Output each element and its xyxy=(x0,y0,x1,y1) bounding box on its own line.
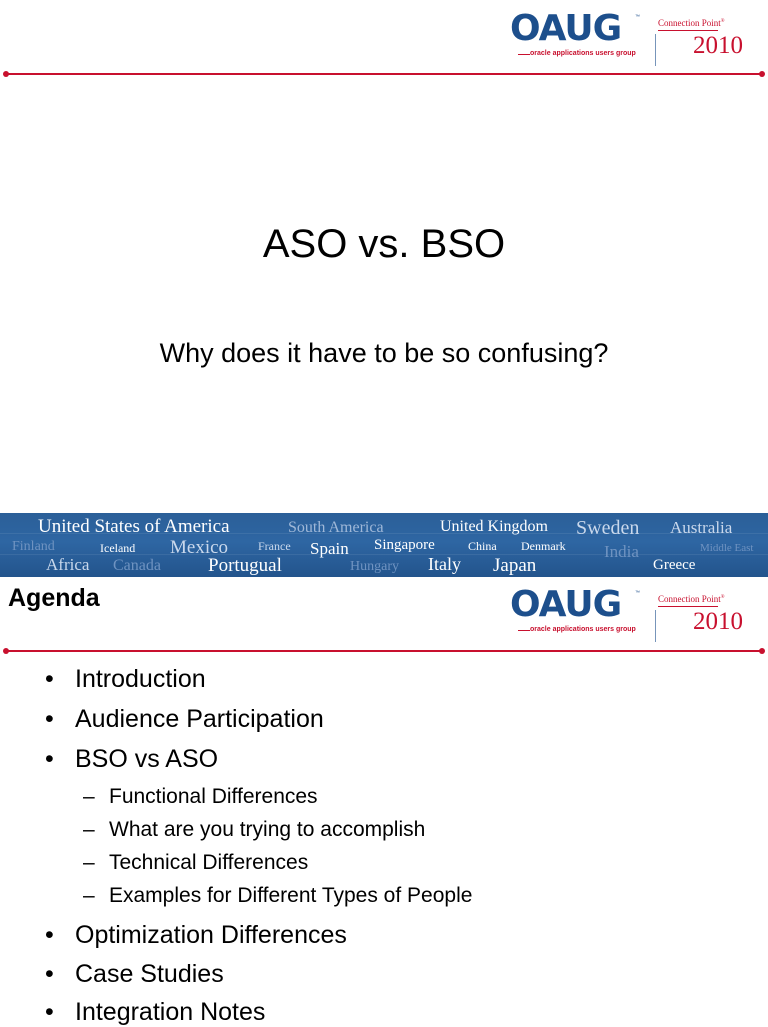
bullet-marker: • xyxy=(45,998,54,1026)
country-label: Iceland xyxy=(100,541,136,555)
country-label: Middle East xyxy=(700,542,754,554)
country-label: Mexico xyxy=(170,537,229,558)
logo-event xyxy=(658,594,725,604)
logo-event-name: Connection Point xyxy=(658,18,721,28)
dash-marker: – xyxy=(83,785,95,808)
agenda-subitem xyxy=(83,785,318,809)
dash-marker: – xyxy=(83,884,95,907)
agenda-item-text: Audience Participation xyxy=(75,705,324,733)
country-label: Japan xyxy=(493,555,537,576)
logo-trademark: ™ xyxy=(635,14,640,20)
agenda-subitem xyxy=(83,818,426,842)
logo-org-name: oracle applications users group xyxy=(530,626,636,633)
agenda-item xyxy=(45,960,224,989)
country-label: South America xyxy=(288,519,384,536)
oaug-logo xyxy=(510,586,755,646)
country-banner xyxy=(0,513,768,577)
header-rule xyxy=(6,650,762,652)
agenda-item xyxy=(45,921,347,950)
logo-org-name: oracle applications users group xyxy=(530,50,636,57)
agenda-item xyxy=(45,745,219,774)
country-label: Greece xyxy=(653,557,696,573)
agenda-subitem-text: Technical Differences xyxy=(109,851,309,874)
logo-event-mark: ® xyxy=(720,19,725,24)
country-label: China xyxy=(468,539,497,553)
country-label: Hungary xyxy=(350,559,399,574)
country-label: Singapore xyxy=(374,537,435,553)
agenda-item-text: Integration Notes xyxy=(75,998,266,1026)
agenda-title: Agenda xyxy=(8,584,100,612)
agenda-subitem-text: Examples for Different Types of People xyxy=(109,884,473,907)
logo-wordmark: OAUG xyxy=(510,8,622,49)
logo-frame-line xyxy=(655,610,656,642)
dash-marker: – xyxy=(83,851,95,874)
agenda-subitem xyxy=(83,884,473,908)
country-label: France xyxy=(258,539,291,553)
logo-org-line xyxy=(518,630,530,631)
agenda-subitem-text: Functional Differences xyxy=(109,785,318,808)
slide-title: ASO vs. BSO xyxy=(262,222,506,266)
country-label: India xyxy=(604,542,639,561)
logo-event-mark: ® xyxy=(720,595,725,600)
logo-event-name: Connection Point xyxy=(658,594,721,604)
agenda-subitem xyxy=(83,851,309,875)
agenda-item-text: Introduction xyxy=(75,665,206,693)
bullet-marker: • xyxy=(45,745,54,773)
country-label: Spain xyxy=(310,539,349,558)
agenda-item-text: Case Studies xyxy=(75,960,224,988)
bullet-marker: • xyxy=(45,921,54,949)
bullet-marker: • xyxy=(45,665,54,693)
logo-event-underline xyxy=(658,30,718,31)
agenda-item xyxy=(45,705,324,734)
country-label: United Kingdom xyxy=(440,518,548,535)
agenda-item-text: BSO vs ASO xyxy=(75,745,219,773)
header-rule xyxy=(6,73,762,75)
slide-subtitle: Why does it have to be so confusing? xyxy=(159,338,609,368)
country-label: Australia xyxy=(670,518,733,537)
agenda-subitem-text: What are you trying to accomplish xyxy=(109,818,426,841)
agenda-item xyxy=(45,665,206,694)
oaug-logo xyxy=(510,10,755,70)
country-label: United States of America xyxy=(38,516,230,537)
dash-marker: – xyxy=(83,818,95,841)
country-label: Finland xyxy=(12,539,55,554)
logo-wordmark: OAUG xyxy=(510,584,622,625)
country-label: Italy xyxy=(428,554,461,574)
logo-event-underline xyxy=(658,606,718,607)
logo-event xyxy=(658,18,725,28)
logo-frame-line xyxy=(655,34,656,66)
agenda-item xyxy=(45,998,266,1027)
logo-year: 2010 xyxy=(693,32,743,59)
bullet-marker: • xyxy=(45,705,54,733)
bullet-marker: • xyxy=(45,960,54,988)
logo-year: 2010 xyxy=(693,608,743,635)
country-label: Sweden xyxy=(576,517,640,539)
logo-trademark: ™ xyxy=(635,590,640,596)
logo-org-line xyxy=(518,54,530,55)
country-label: Portugual xyxy=(208,555,282,576)
country-label: Denmark xyxy=(521,539,566,553)
country-label: Africa xyxy=(46,555,90,574)
agenda-item-text: Optimization Differences xyxy=(75,921,347,949)
country-label: Canada xyxy=(113,557,161,574)
